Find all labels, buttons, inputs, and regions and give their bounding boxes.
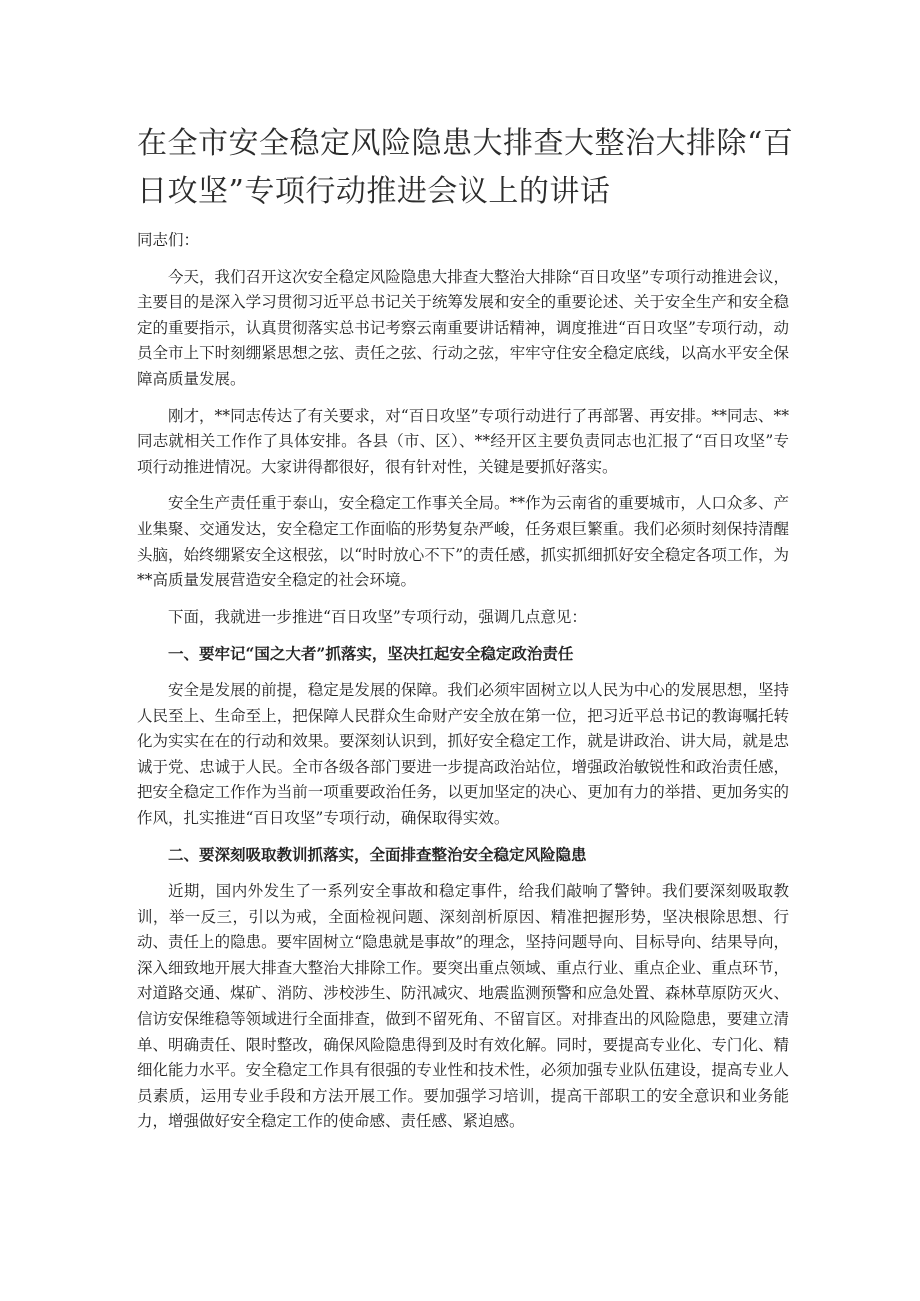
- section-heading-2: 二、要深刻吸取教训抓落实，全面排查整治安全稳定风险隐患: [168, 845, 587, 865]
- intro-paragraph-2: 刚才，**同志传达了有关要求，对“百日攻坚”专项行动进行了再部署、再安排。**同志、**同志就相关工作作了具体安排。各县（市、区）、**经开区主要负责同志也汇报了“百日攻坚”专项行动推进情况。大家讲得都很好，很有针对性，关键是要抓好落实。: [137, 406, 789, 476]
- section-paragraph-2: 近期，国内外发生了一系列安全事故和稳定事件，给我们敲响了警钟。我们要深刻吸取教训，举一反三，引以为戒，全面检视问题、深刻剖析原因、精准把握形势，坚决根除思想、行动、责任上的隐患。要牢固树立“隐患就是事故”的理念，坚持问题导向、目标导向、结果导向，深入细致地开展大排查大整治大排除工作。要突出重点领域、重点行业、重点企业、重点环节，对道路交通、煤矿、消防、涉校涉生、防汛减灾、地震监测预警和应急处置、森林草原防灭火、信访安保维稳等领域进行全面排查，做到不留死角、不留盲区。对排查出的风险隐患，要建立清单、明确责任、限时整改，确保风险隐患得到及时有效化解。同时，要提高专业化、专门化、精细化能力水平。安全稳定工作具有很强的专业性和技术性，必须加强专业队伍建设，提高专业人员素质，运用专业手段和方法开展工作。要加强学习培训，提高干部职工的安全意识和业务能力，增强做好安全稳定工作的使命感、责任感、紧迫感。: [137, 882, 789, 1131]
- intro-paragraph-1: 今天，我们召开这次安全稳定风险隐患大排查大整治大排除“百日攻坚”专项行动推进会议，主要目的是深入学习贯彻习近平总书记关于统筹发展和安全的重要论述、关于安全生产和安全稳定的重要指示，认真贯彻落实总书记考察云南重要讲话精神，调度推进“百日攻坚”专项行动，动员全市上下时刻绷紧思想之弦、责任之弦、行动之弦，牢牢守住安全稳定底线，以高水平安全保障高质量发展。: [137, 267, 789, 388]
- section-heading-1: 一、要牢记“国之大者”抓落实，坚决扛起安全稳定政治责任: [168, 644, 574, 664]
- document-body: [137, 228, 789, 1146]
- intro-paragraph-4: 下面，我就进一步推进“百日攻坚”专项行动，强调几点意见：: [168, 607, 587, 626]
- salutation: 同志们：: [137, 231, 200, 249]
- document-title: 在全市安全稳定风险隐患大排查大整治大排除“百日攻坚”专项行动推进会议上的讲话: [137, 126, 794, 209]
- section-paragraph-1: 安全是发展的前提，稳定是发展的保障。我们必须牢固树立以人民为中心的发展思想，坚持人民至上、生命至上，把保障人民群众生命财产安全放在第一位，把习近平总书记的教诲嘱托转化为实实在在的行动和效果。要深刻认识到，抓好安全稳定工作，就是讲政治、讲大局，就是忠诚于党、忠诚于人民。全市各级各部门要进一步提高政治站位，增强政治敏锐性和政治责任感，把安全稳定工作作为当前一项重要政治任务，以更加坚定的决心、更加有力的举措、更加务实的作风，扎实推进“百日攻坚”专项行动，确保取得实效。: [137, 680, 789, 827]
- intro-paragraph-3: 安全生产责任重于泰山，安全稳定工作事关全局。**作为云南省的重要城市，人口众多、产业集聚、交通发达，安全稳定工作面临的形势复杂严峻，任务艰巨繁重。我们必须时刻保持清醒头脑，始终绷紧安全这根弦，以“时时放心不下”的责任感，抓实抓细抓好安全稳定各项工作，为**高质量发展营造安全稳定的社会环境。: [137, 494, 789, 590]
